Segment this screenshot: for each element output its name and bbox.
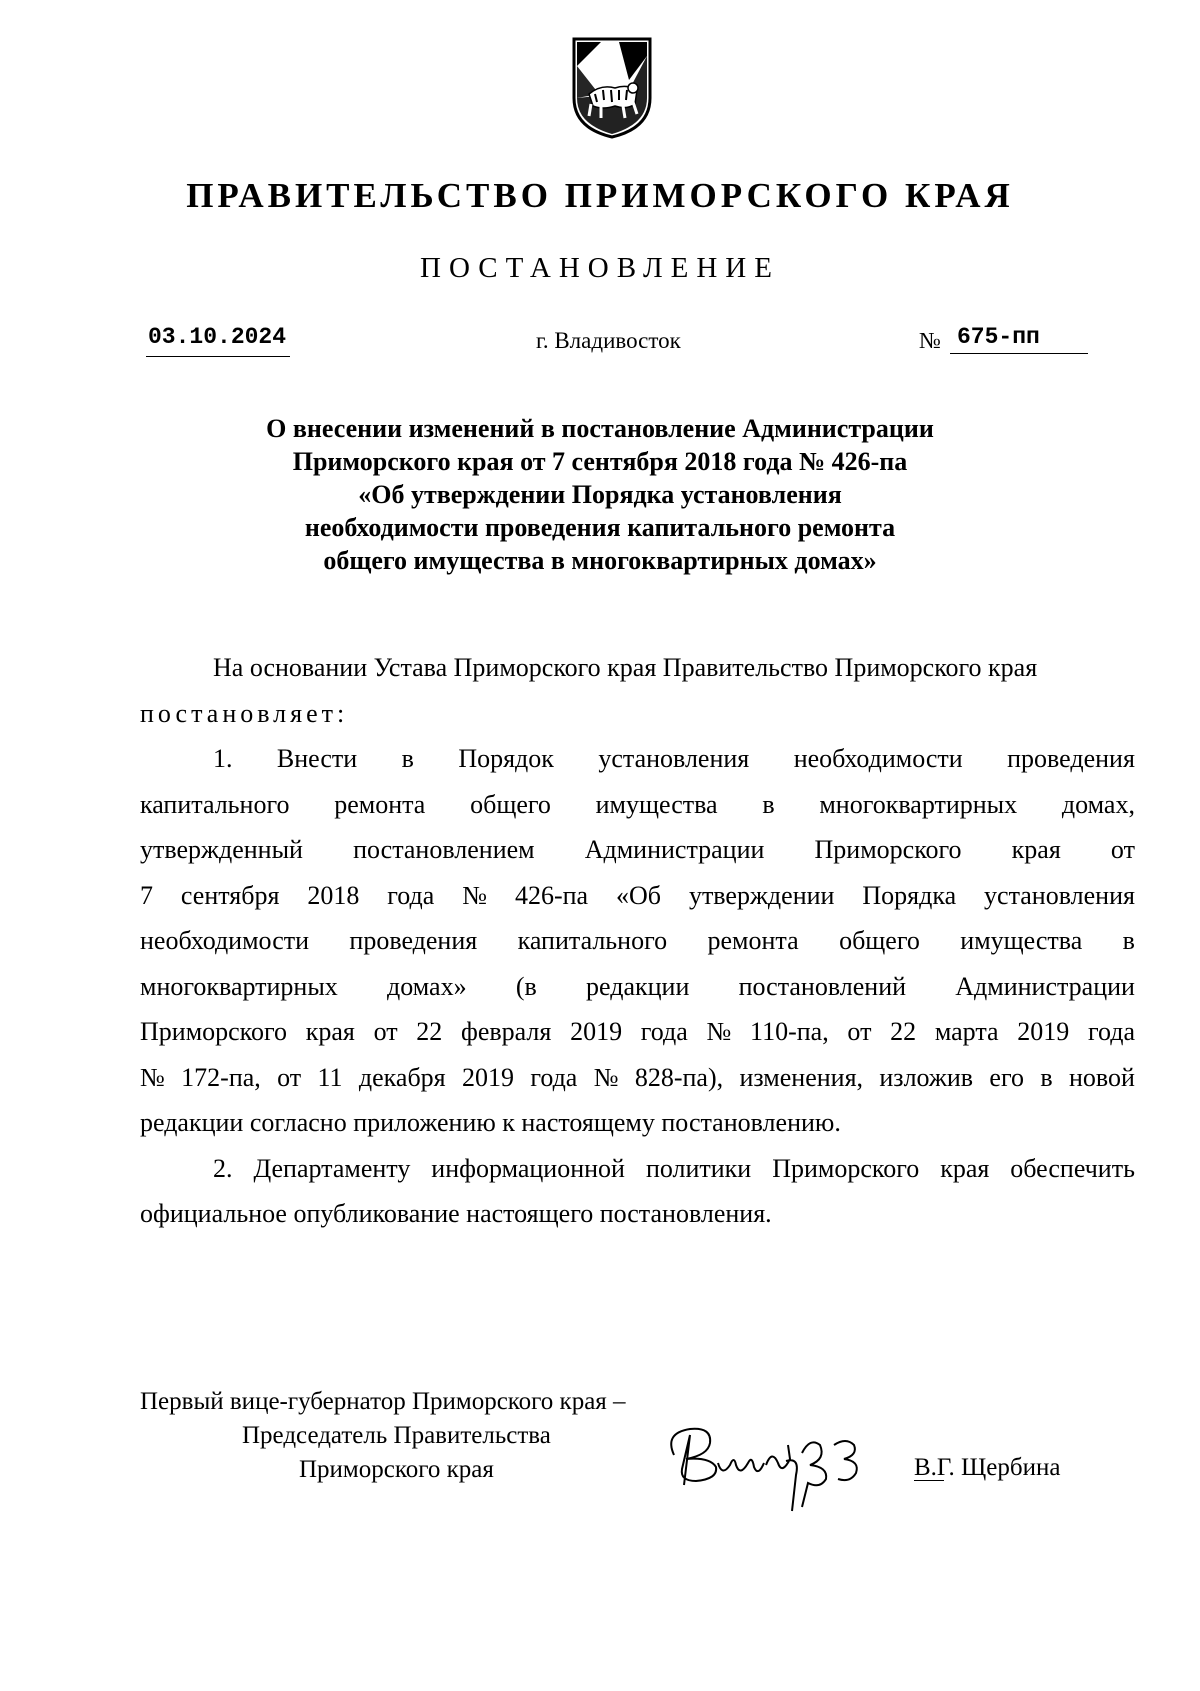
word: Администрации xyxy=(584,835,765,864)
heading-line: необходимости проведения капитального ремонта xyxy=(304,513,896,542)
word: края xyxy=(305,1017,355,1046)
heading-line: О внесении изменений в постановление Администрации xyxy=(266,414,934,443)
word: «Об xyxy=(616,880,662,910)
word: в xyxy=(401,744,414,773)
word: 172-па, xyxy=(181,1062,261,1092)
heading-line: Приморского края от 7 сентября 2018 года № 426-па xyxy=(292,447,908,476)
word: в xyxy=(762,789,775,819)
word: 110-па, xyxy=(750,1017,829,1046)
word: Департаменту xyxy=(253,1153,411,1183)
word: в xyxy=(1040,1062,1053,1092)
word: изменения, xyxy=(739,1062,864,1092)
document-number: 675-пп xyxy=(957,324,1040,350)
body-line xyxy=(140,782,1135,828)
number-underline xyxy=(950,353,1088,354)
word: Приморского xyxy=(140,1017,288,1046)
word: капитального xyxy=(140,789,290,819)
body-line xyxy=(140,1146,1135,1192)
word: общего xyxy=(839,926,920,955)
word: 426-па xyxy=(514,880,589,910)
document-heading xyxy=(0,412,1200,577)
word: № xyxy=(706,1017,732,1046)
word: изложив xyxy=(879,1062,974,1092)
heading-line: «Об утверждении Порядка установления xyxy=(358,480,842,509)
preamble: На основании Устава Приморского края Правительство Приморского края xyxy=(213,653,1038,682)
body-line: редакции согласно приложению к настоящему постановлению. xyxy=(140,1108,841,1137)
word: утвержденный xyxy=(140,835,303,864)
word: многоквартирных xyxy=(819,789,1018,819)
handwritten-signature xyxy=(660,1415,910,1515)
word: 2019 xyxy=(570,1017,623,1046)
word: 2. xyxy=(213,1153,233,1183)
word: февраля xyxy=(461,1017,552,1046)
word: 2019 xyxy=(1017,1017,1070,1046)
word: политики xyxy=(645,1153,752,1183)
word: года xyxy=(1087,1017,1135,1046)
word: декабря xyxy=(358,1062,446,1092)
body-line xyxy=(140,964,1135,1010)
body-line xyxy=(140,873,1135,919)
item-2 xyxy=(140,1146,1135,1237)
word: Приморского xyxy=(814,835,962,864)
word: утверждении xyxy=(688,880,835,910)
word: имущества xyxy=(595,789,718,819)
word: Приморского xyxy=(772,1153,920,1183)
word: от xyxy=(277,1062,302,1092)
word: 7 xyxy=(140,880,153,910)
word: края xyxy=(1011,835,1061,864)
word: установления xyxy=(598,744,750,773)
position-line: Председатель Правительства xyxy=(242,1422,551,1449)
word: 2019 xyxy=(461,1062,514,1092)
word: в xyxy=(1122,926,1135,955)
signer-name: В.Г. Щербина xyxy=(914,1454,1061,1481)
word: ремонта xyxy=(707,926,799,955)
word: Администрации xyxy=(955,971,1135,1001)
word: № xyxy=(140,1062,165,1092)
number-sign: № xyxy=(919,328,941,353)
word: 2018 xyxy=(307,880,360,910)
government-title: ПРАВИТЕЛЬСТВО ПРИМОРСКОГО КРАЯ xyxy=(186,176,1014,215)
document-city: г. Владивосток xyxy=(536,328,681,353)
word: домах» xyxy=(387,971,467,1001)
word: Порядок xyxy=(458,744,554,773)
word: домах, xyxy=(1061,789,1135,819)
word: от xyxy=(1110,835,1135,864)
body-line xyxy=(140,736,1135,782)
signatory-position xyxy=(140,1385,626,1487)
word: его xyxy=(989,1062,1024,1092)
word: редакции xyxy=(586,971,690,1001)
word: многоквартирных xyxy=(140,971,338,1001)
body-line: официальное опубликование настоящего постановления. xyxy=(140,1199,772,1228)
resolves-word: постановляет: xyxy=(140,698,349,728)
word: необходимости xyxy=(140,926,310,955)
word: информационной xyxy=(431,1153,625,1183)
body-line xyxy=(140,918,1135,964)
document-type: ПОСТАНОВЛЕНИЕ xyxy=(420,252,780,284)
word: № xyxy=(593,1062,619,1092)
body-line xyxy=(140,1055,1135,1101)
word: постановлением xyxy=(353,835,535,864)
word: ремонта xyxy=(334,789,426,819)
word: года xyxy=(387,880,435,910)
word: проведения xyxy=(1007,744,1135,773)
heading-line: общего имущества в многоквартирных домах» xyxy=(323,546,877,575)
position-line: Первый вице-губернатор Приморского края – xyxy=(140,1388,626,1415)
word: 1. xyxy=(213,744,233,773)
word: имущества xyxy=(960,926,1083,955)
word: Порядка xyxy=(862,880,957,910)
date-underline xyxy=(146,356,290,357)
word: сентября xyxy=(180,880,280,910)
word: № xyxy=(462,880,488,910)
body-line xyxy=(140,827,1135,873)
document-date: 03.10.2024 xyxy=(148,324,287,350)
word: года xyxy=(530,1062,578,1092)
word: 828-па), xyxy=(634,1062,724,1092)
word: проведения xyxy=(349,926,478,955)
word: (в xyxy=(515,971,537,1001)
word: установления xyxy=(984,880,1135,910)
document-body xyxy=(140,645,1135,1237)
item-1 xyxy=(140,736,1135,1146)
word: 11 xyxy=(317,1062,343,1092)
coat-of-arms-icon xyxy=(571,36,653,140)
word: от xyxy=(373,1017,398,1046)
word: марта xyxy=(934,1017,999,1046)
word: общего xyxy=(470,789,551,819)
position-line: Приморского края xyxy=(299,1456,494,1483)
word: года xyxy=(640,1017,688,1046)
word: капитального xyxy=(517,926,668,955)
word: постановлений xyxy=(738,971,907,1001)
word: обеспечить xyxy=(1010,1153,1135,1183)
word: необходимости xyxy=(793,744,963,773)
word: Внести xyxy=(276,744,358,773)
word: 22 xyxy=(416,1017,443,1046)
word: от xyxy=(847,1017,872,1046)
word: края xyxy=(940,1153,990,1183)
word: новой xyxy=(1068,1062,1135,1092)
word: 22 xyxy=(890,1017,917,1046)
body-line xyxy=(140,1009,1135,1055)
